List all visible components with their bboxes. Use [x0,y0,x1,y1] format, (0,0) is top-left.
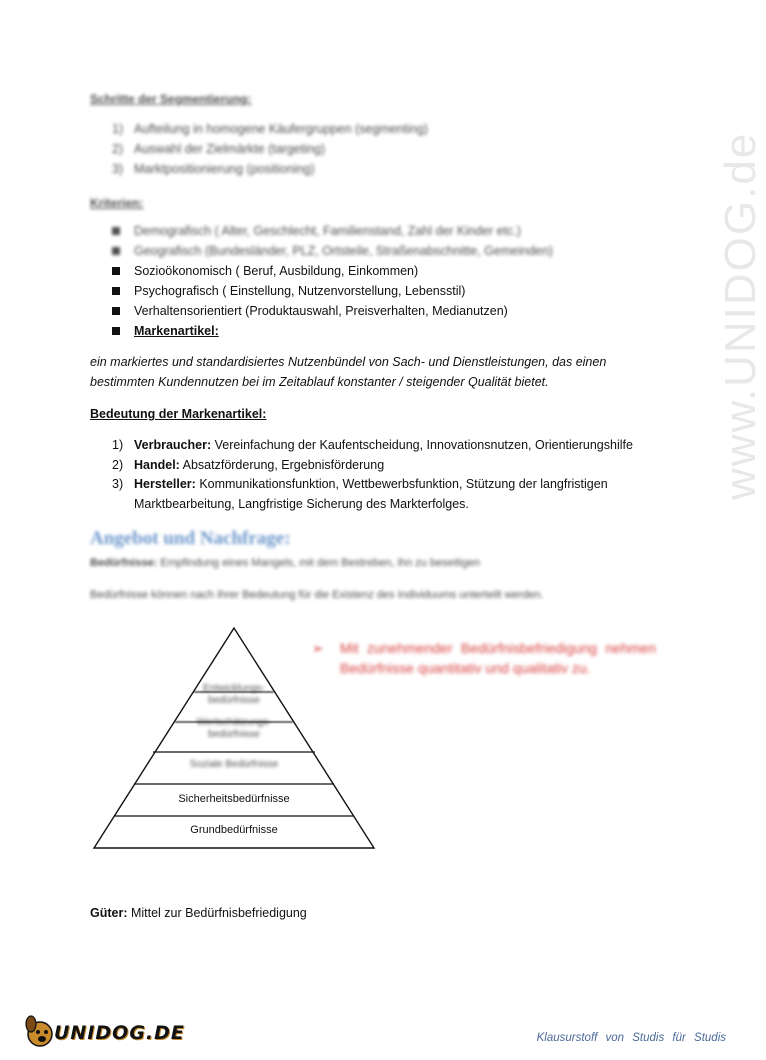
bullet-icon [112,307,120,315]
watermark: www.UNIDOG.de [716,131,765,500]
importance-continuation: Marktbearbeitung, Langfristige Sicherung des Markterfolges. [134,497,469,511]
criteria-item: Verhaltensorientiert (Produktauswahl, Preisverhalten, Medianutzen) [112,304,508,318]
dog-logo-icon [22,1012,56,1050]
brand-definition-line: bestimmten Kundennutzen bei im Zeitablauf konstanter / steigender Qualität bietet. [90,375,549,389]
bullet-icon [112,287,120,295]
pyramid-level-sozial: Soziale Bedürfnisse [189,759,279,770]
importance-item: 3) Hersteller: Kommunikationsfunktion, Wettbewerbsfunktion, Stützung der langfristigen [112,477,608,491]
pyramid-level-wertschaetzung: Wertschätzungs- bedürfnisse [196,717,272,740]
brand-definition-line: ein markiertes und standardisiertes Nutzenbündel von Sach- und Dienstleistungen, das einen [90,355,607,369]
segmentation-step: 2) Auswahl der Zielmärkte (targeting) [112,142,326,156]
pyramid-level-sicherheit: Sicherheitsbedürfnisse [178,793,290,805]
pyramid-level-entwicklung: Entwicklungs- bedürfnisse [203,683,265,706]
goods-definition: Güter: Mittel zur Bedürfnisbefriedigung [90,906,307,920]
needs-definition: Bedürfnisse: Empfindung eines Mangels, mit dem Bestreben, ihn zu beseitigen [90,557,481,569]
criteria-item: Sozioökonomisch ( Beruf, Ausbildung, Einkommen) [112,264,418,278]
importance-heading: Bedeutung der Markenartikel: [90,407,267,421]
criteria-item: Geografisch (Bundesländer, PLZ, Ortsteile, Straßenabschnitte, Gemeinden) [112,244,553,258]
bullet-icon [112,327,120,335]
pyramid-level-grund: Grundbedürfnisse [190,824,278,836]
criteria-item: Demografisch ( Alter, Geschlecht, Familienstand, Zahl der Kinder etc.) [112,224,521,238]
importance-item: 1) Verbraucher: Vereinfachung der Kaufentscheidung, Innovationsnutzen, Orientierungshilfe [112,438,633,452]
criteria-item-markenartikel: Markenartikel: [112,324,219,338]
unidog-logo: UNIDOG.DE [54,1022,185,1044]
bullet-icon [112,227,120,235]
needs-paragraph: Bedürfnisse können nach ihrer Bedeutung für die Existenz des Individuums unterteilt werden. [90,589,544,601]
criteria-item: Psychografisch ( Einstellung, Nutzenvorstellung, Lebensstil) [112,284,465,298]
segmentation-step: 1) Aufteilung in homogene Käufergruppen (segmenting) [112,122,428,136]
bullet-icon [112,247,120,255]
criteria-heading: Kriterien: [90,196,144,210]
segmentation-step: 3) Marktpositionierung (positioning) [112,162,315,176]
arrow-icon: ➢ [312,640,324,656]
bullet-icon [112,267,120,275]
importance-item: 2) Handel: Absatzförderung, Ergebnisförderung [112,458,385,472]
section-title: Angebot und Nachfrage: [90,528,291,549]
segmentation-heading: Schritte der Segmentierung: [90,92,252,106]
footer-tagline: Klausurstoff von Studis für Studis [536,1032,726,1044]
needs-note: Mit zunehmender Bedürfnisbefriedigung nehmen Bedürfnisse quantitativ und qualitativ zu. [340,640,656,676]
